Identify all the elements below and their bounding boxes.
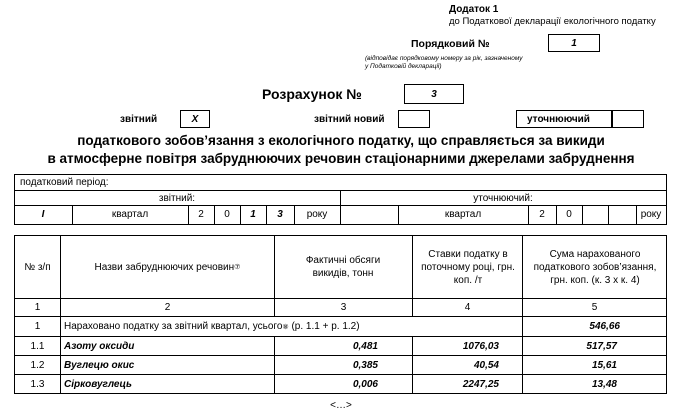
footnote-7-marker: ⑦	[234, 264, 241, 271]
col-number: 3	[340, 302, 347, 313]
calc-label: Розрахунок №	[262, 86, 362, 102]
clarifying-year-digit[interactable]: 2	[539, 209, 545, 220]
type-new-label: звітний новий	[314, 114, 385, 125]
volume-value[interactable]: 0,006	[352, 378, 378, 390]
col-header-name-text: Назви забруднюючих речовин	[94, 261, 235, 273]
col-header-volume: Фактичні обсяги викидів, тонн	[305, 255, 381, 279]
period-clarifying-label: уточнюючий:	[473, 193, 533, 204]
reporting-quarter-label: квартал	[111, 209, 149, 220]
row-number: 1.1	[30, 340, 45, 352]
type-clarifying-label: уточнюючий	[516, 110, 612, 128]
sum-value[interactable]: 517,57	[586, 340, 617, 352]
row-number: 1	[34, 321, 41, 332]
clarifying-year-label: року	[640, 209, 662, 220]
reporting-year-digit[interactable]: 3	[277, 209, 283, 220]
volume-value[interactable]: 0,481	[352, 340, 378, 352]
serial-number-field[interactable]: 1	[548, 34, 600, 52]
total-label	[64, 317, 520, 336]
ellipsis-marker: <…>	[330, 400, 352, 411]
appendix-subtitle: до Податкової декларації екологічного податку	[449, 16, 656, 27]
reporting-year-digit[interactable]: 0	[224, 209, 230, 220]
calc-number-field[interactable]: 3	[404, 84, 464, 104]
total-sum[interactable]: 546,66	[589, 321, 620, 332]
heading-line-1: податкового зобов’язання з екологічного податку, що справляється за викиди	[77, 133, 605, 148]
rate-value[interactable]: 40,54	[473, 359, 499, 371]
serial-note-2: у Податковій декларації)	[365, 63, 442, 70]
period-reporting-label: звітний:	[158, 193, 196, 204]
row-number: 1.2	[30, 359, 45, 371]
substance-name: Вуглецю окис	[64, 359, 135, 371]
rate-value[interactable]: 2247,25	[462, 378, 499, 390]
period-label: податковий період:	[20, 177, 109, 188]
col-number: 1	[34, 302, 41, 313]
reporting-year-digit[interactable]: 2	[198, 209, 204, 220]
footnote-8-marker: ⑧	[282, 323, 289, 331]
row-number: 1.3	[30, 378, 45, 390]
serial-label: Порядковий №	[411, 38, 490, 50]
volume-value[interactable]: 0,385	[352, 359, 378, 371]
sum-value[interactable]: 13,48	[591, 378, 617, 390]
type-new-box[interactable]	[398, 110, 430, 128]
serial-note-1: (відповідає порядковому номеру за рік, зазначеному	[365, 55, 523, 62]
col-header-rate: Ставки податку в поточному році, грн. коп. /т	[421, 248, 515, 286]
col-header-number: № з/п	[24, 261, 51, 273]
type-reporting-box[interactable]: X	[180, 110, 210, 128]
substance-name: Сірковуглець	[64, 378, 132, 390]
col-number: 4	[464, 302, 471, 313]
reporting-quarter-value[interactable]: I	[41, 209, 45, 220]
rate-value[interactable]: 1076,03	[462, 340, 499, 352]
reporting-year-label: року	[306, 209, 328, 220]
reporting-year-digit[interactable]: 1	[250, 209, 256, 220]
clarifying-quarter-label: квартал	[444, 209, 482, 220]
type-clarifying-box[interactable]	[612, 110, 644, 128]
sum-value[interactable]: 15,61	[591, 359, 617, 371]
clarifying-year-digit[interactable]: 0	[566, 209, 572, 220]
substance-name: Азоту оксиди	[64, 340, 135, 352]
total-formula: (р. 1.1 + р. 1.2)	[291, 321, 360, 332]
appendix-title: Додаток 1	[449, 4, 499, 15]
total-label-text: Нараховано податку за звітний квартал, усього	[64, 321, 283, 332]
col-header-sum: Сума нарахованого податкового зобов’язання, грн. коп. (к. 3 х к. 4)	[533, 248, 657, 286]
col-header-name	[61, 236, 274, 298]
col-number: 2	[164, 302, 171, 313]
col-number: 5	[591, 302, 598, 313]
heading-line-2: в атмосферне повітря забруднюючих речовин стаціонарними джерелами забруднення	[47, 151, 635, 166]
type-reporting-label: звітний	[120, 114, 158, 125]
